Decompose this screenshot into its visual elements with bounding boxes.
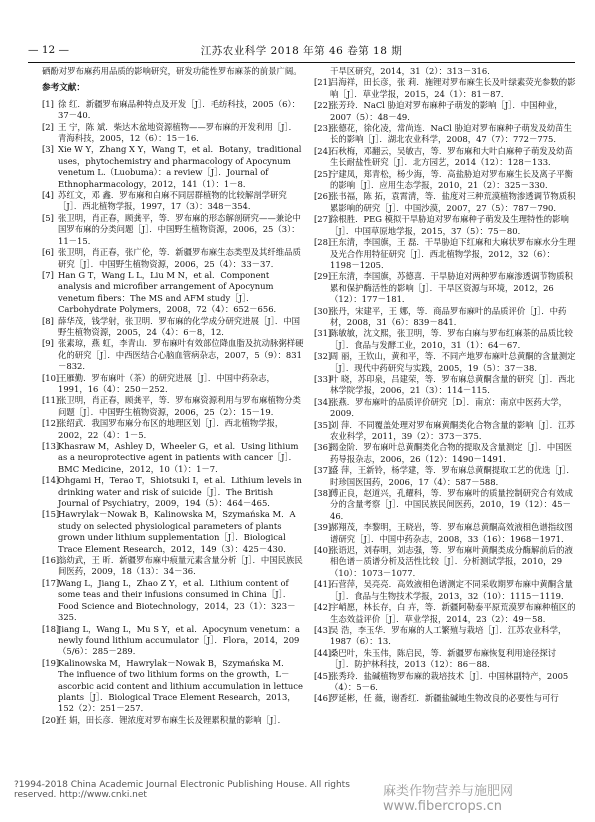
reference-text: 苏红文，邓 鑫．罗布麻和白麻不同居群植物的比较解剖学研究［J］．西北植物学报，1997，17（3）：348－354． — [58, 190, 287, 212]
reference-number: [33] — [314, 373, 332, 384]
reference-number: [39] — [314, 522, 332, 533]
reference-text: Xie W Y，Zhang X Y，Wang T，et al．Botany，traditional uses，phytochemistry and pharmacology of Apocynum venetum L.（Luobuma）：a review［J］．Journal of Ethnopharmacology，2012，141（1）：1－8． — [58, 144, 302, 189]
reference-number: [16] — [42, 555, 60, 566]
reference-number: [17] — [42, 577, 60, 588]
reference-number: [45] — [314, 670, 332, 681]
reference-item — [314, 306, 576, 329]
reference-number: [13] — [42, 441, 60, 451]
reference-number: [15] — [42, 509, 60, 520]
reference-text: 吕海祥，田长彦，张 莉．施锂对罗布麻生长及叶绿素荧光参数的影响［J］．草业学报，2015，24（1）：81－87． — [330, 77, 576, 99]
reference-number: [5] — [42, 212, 54, 223]
reference-text: 桑巴叶，朱玉伟，陈启民，等．新疆罗布麻恢复利用途径探讨［J］．防护林科技，2013（12）：86－88． — [330, 647, 557, 670]
reference-number: [18] — [42, 623, 60, 634]
reference-text: 张丹，宋建平，王 娜，等．商品罗布麻叶的品质评价［J］．中药材，2008，31（6）：839－841． — [330, 305, 567, 327]
reference-item — [314, 77, 576, 100]
reference-number: [24] — [314, 145, 332, 156]
reference-item — [314, 374, 576, 397]
reference-number: [35] — [314, 419, 332, 430]
reference-text: 揭金阶．罗布麻叶总黄酮类化合物的提取及含量测定［J］．中国医药导报杂志，2006，26（12）：1490－1491． — [330, 442, 573, 464]
reference-item — [314, 625, 576, 648]
page-footer — [14, 780, 581, 814]
reference-text: 石秋梅，邓翻云，吴敏吉，等．罗布麻和大叶白麻种子萌发及幼苗生长耐盐性研究［J］．北方园艺，2014（12）：128－133． — [330, 145, 573, 168]
page-number: — 12 — — [28, 44, 70, 56]
reference-text: 张卫明，肖正春，张广伦，等．新疆罗布麻生态类型及其纤维品质研究［J］．中国野生植物资源，2006，25（4）：33－37． — [58, 247, 301, 269]
reference-item — [314, 237, 576, 271]
reference-text: 王东清，李国旗，苏德喜．干旱胁迫对两种罗布麻渗透调节物质积累和保护酶活性的影响［J］．干旱区资源与环境，2012，26（12）：177－181． — [330, 271, 573, 305]
reference-text: 张绍武．我国罗布麻分布区的地理区划［J］．西北植物学报，2002，22（4）：1－5． — [58, 418, 284, 440]
reference-item — [42, 418, 304, 441]
reference-number: [2] — [42, 121, 54, 132]
reference-text: 张卫明，肖正春，顾龚平，等．罗布麻资源利用与罗布麻植物分类问题［J］．中国野生植物资源，2006，25（2）：15－19． — [58, 395, 301, 417]
reference-text: 吴 浩，李玉华．罗布麻的人工繁殖与栽培［J］．江苏农业科学，1987（6）：13． — [330, 624, 567, 647]
reference-text: 张书福，陈 拓，袁霄清，等．盐度对三种荒漠植物渗透调节物质积累影响的研究［J］．中国沙漠，2007，27（5）：787－790． — [330, 191, 576, 213]
reference-item — [42, 122, 304, 145]
reference-text: 宁建凤，郑青松，杨少海，等．高盐胁迫对罗布麻生长及离子平衡的影响［J］．应用生态学报，2010，21（2）：325－330． — [330, 168, 573, 191]
reference-text: 盛 萍，王新铃，杨学建，等．罗布麻总黄酮提取工艺的优选［J］．时珍国医国药，2006，17（4）：587－588． — [330, 465, 575, 487]
reference-list-left — [42, 99, 304, 726]
reference-number: [11] — [42, 395, 60, 406]
reference-item — [42, 338, 304, 372]
reference-text: 罗延彬，任 薇，谢香红．新疆盐碱地生物改良的必要性与可行 — [330, 693, 559, 704]
watermark-text: 麻类作物营养与施肥网 www.fibercrops.cn — [382, 784, 513, 814]
reference-item — [314, 328, 576, 351]
reference-number: [34] — [314, 396, 332, 407]
reference-item — [314, 442, 576, 465]
reference-text: 王 宁，陈 斌．柴达木盆地资源植物——罗布麻的开发利用［J］．青海科技，2005，12（6）：15－16． — [58, 121, 297, 144]
reference-item — [42, 316, 304, 339]
reference-item — [314, 397, 576, 420]
reference-item — [314, 522, 576, 545]
reference-number: [26] — [314, 191, 332, 202]
reference-item — [314, 420, 576, 443]
reference-item — [314, 351, 576, 374]
reference-number: [9] — [42, 338, 54, 349]
reference-item — [42, 555, 304, 578]
reference-text: Han G T，Wang L L，Liu M N，et al．Component analysis and microfiber arrangement of Apocynum venetum fibers：The MS and AFM study［J］．Carbohydrate Polymers，2008，72（4）：652－656． — [58, 269, 282, 315]
reference-number: [21] — [314, 77, 332, 88]
reference-item — [42, 144, 304, 190]
reference-item — [314, 169, 576, 192]
reference-number: [10] — [42, 372, 60, 383]
reference-number: [42] — [314, 602, 332, 613]
reference-item — [314, 146, 576, 169]
reference-text: 张秀玲．盐碱植物罗布麻的栽培技术［J］．中国林副特产，2005（4）：5－6． — [330, 670, 569, 692]
reference-number: [40] — [314, 545, 332, 556]
reference-number: [22] — [314, 100, 332, 111]
reference-item — [42, 624, 304, 658]
reference-item — [42, 190, 304, 213]
reference-item — [42, 441, 304, 475]
reference-text: 张语迟，刘春明，刘志强，等．罗布麻叶黄酮类成分酶解前后的液相色谱－质谱分析及活性比较［J］．分析测试学报，2010，29（10）：1073－1077． — [330, 545, 573, 578]
reference-number: [6] — [42, 247, 54, 258]
reference-item — [314, 671, 576, 694]
reference-item — [314, 191, 576, 214]
reference-number: [38] — [314, 488, 332, 499]
reference-item — [314, 488, 576, 522]
right-column — [314, 66, 576, 705]
reference-item — [42, 658, 304, 715]
reference-text: 张素琼，燕 虹，李青山．罗布麻叶有效部位降血脂及抗动脉粥样硬化的研究［J］．中西医结合心脑血管病杂志，2007，5（9）：831－832． — [58, 338, 304, 372]
reference-text: 王东清，李国旗，王 磊．干旱胁迫下红麻和大麻状罗布麻水分生理及光合作用特征研究［J］．西北植物学报，2012，32（6）：1198－1205． — [330, 237, 576, 270]
reference-number: [1] — [42, 98, 54, 109]
references-heading: 参考文献： — [42, 83, 85, 94]
reference-number: [29] — [314, 271, 332, 282]
reference-item — [314, 545, 576, 579]
reference-text: 张德花，徐化凌，常尚连．NaCl 胁迫对罗布麻种子萌发及幼苗生长的影响［J］．湖北农业科学，2008，47（7）：772－775． — [330, 123, 572, 145]
reference-text: 陈敏敏，沈文熙，张卫明，等．罗布白麻与罗布红麻茶的品质比较［J］．食品与发酵工业，2010，31（1）：64－67． — [330, 328, 573, 350]
journal-title: 江苏农业科学 2018 年第 46 卷第 18 期 — [200, 44, 403, 57]
reference-number: [4] — [42, 190, 54, 201]
reference-text: Hawrylak－Nowak B，Kalinowska M，Szymańska M．A study on selected physiological parameters of plants grown under lithium supplementation［J］．Biological Trace Element Research，2012，149（3）：425－430． — [58, 509, 296, 554]
reference-text: 翁幼武，王 昕．新疆罗布麻中痕量元素含量分析［J］．中国民族民间医药，2009，18（13）：34－36． — [58, 555, 303, 577]
reference-text: Wang L，Jiang L，Zhao Z Y，et al．Lithium content of some teas and their infusions consumed in China［J］．Food Science and Biotechnology，2014，23（1）：323－325． — [58, 577, 296, 623]
reference-item — [42, 270, 304, 316]
reference-text: 张芳玲．NaCl 胁迫对罗布麻种子萌发的影响［J］．中国种业，2007（5）：48－49． — [330, 100, 563, 122]
reference-number: [7] — [42, 269, 54, 280]
reference-text: 任 娟，田长彦．锂浓度对罗布麻生长及锂累积量的影响［J］． — [58, 714, 286, 725]
copyright-line: ?1994-2018 China Academic Journal Electronic Publishing House. All rights reserved. http://www.cnki.net — [14, 780, 350, 800]
left-column — [42, 66, 304, 726]
reference-number: [28] — [314, 237, 332, 248]
reference-item — [42, 99, 304, 122]
reference-text: 张卫明，肖正春，顾龚平，等．罗布麻的形态解剖研究——兼论中国罗布麻的分类问题［J］．中国野生植物资源，2006，25（3）：11－15． — [58, 212, 301, 246]
reference-number: [43] — [314, 624, 332, 635]
reference-number: [46] — [314, 693, 332, 704]
header-rule — [28, 62, 575, 63]
reference-number: [25] — [314, 168, 332, 179]
reference-item — [42, 247, 304, 270]
reference-text: Ohgami H，Terao T，Shiotsuki I，et al．Lithium levels in drinking water and risk of suicide［J］．The British Journal of Psychiatry，2009，194（5）：464－465． — [58, 475, 302, 509]
reference-item — [314, 66, 576, 77]
reference-list-right — [314, 66, 576, 705]
intro-paragraph: 硒酚对罗布麻药用品质的影响研究，研发功能性罗布麻茶的前景广阔。 — [42, 66, 302, 76]
reference-number: [20] — [42, 714, 60, 725]
reference-item — [42, 475, 304, 509]
reference-item — [314, 579, 576, 602]
reference-number: [36] — [314, 442, 332, 453]
reference-number: [3] — [42, 144, 54, 155]
reference-number: [8] — [42, 315, 54, 326]
reference-item — [42, 395, 304, 418]
reference-number: [44] — [314, 647, 332, 658]
reference-text: 叶 晓，苏印泉，吕建荣，等．罗布麻总黄酮含量的研究［J］．西北林学院学报，2006，21（3）：114－115． — [330, 373, 575, 396]
reference-number: [27] — [314, 214, 332, 225]
page-header — [28, 40, 575, 60]
reference-item — [314, 271, 576, 305]
reference-text: 徐 红．新疆罗布麻品种特点及开发［J］．毛纺科技，2005（6）：37－40． — [58, 98, 301, 121]
reference-text: 傅正良，赵道兴，孔耀科，等．罗布麻叶的质量控制研究合有效成分的含量考察［J］．中国民族民间医药，2010，19（12）：45－46． — [330, 488, 573, 521]
reference-text: 刘 萍．不同覆盖处理对罗布麻黄酮类化合物含量的影响［J］．江苏农业科学，2011，39（2）：373－375． — [330, 419, 575, 441]
reference-number: [14] — [42, 475, 60, 486]
reference-item — [314, 648, 576, 671]
reference-text: Kalinowska M，Hawrylak－Nowak B，Szymańska M．The influence of two lithium forms on the growth，L－ascorbic acid content and lithium accumulation in lettuce plants［J］．Biological Trace Element Research，2013，152（2）：251－257． — [58, 657, 303, 714]
reference-number: [12] — [42, 418, 60, 429]
reference-item — [314, 100, 576, 123]
reference-item — [314, 602, 576, 625]
reference-text: 石营萍，吴亮亮．高效液相色谱测定不同采收期罗布麻中黄酮含量［J］．食品与生物技术学报，2013，32（10）：1115－1119． — [330, 579, 573, 601]
reference-text: 王雁勤．罗布麻叶（茶）的研究进展［J］．中国中药杂志，1991，16（4）：250－252． — [58, 372, 275, 394]
reference-item — [42, 509, 304, 555]
reference-item — [314, 465, 576, 488]
reference-number: [31] — [314, 328, 332, 339]
reference-item — [314, 123, 576, 146]
reference-number: [19] — [42, 657, 60, 668]
reference-number: [30] — [314, 305, 332, 316]
reference-text: 干旱区研究，2014，31（2）：313－316． — [330, 66, 496, 76]
reference-text: 张燕．罗布麻叶的品质评价研究［D］．南京：南京中医药大学，2009． — [330, 396, 568, 419]
reference-text: 薛华茂，钱学射，张卫明．罗布麻的化学成分研究进展［J］．中国野生植物资源，2005，24（4）：6－8，12． — [58, 315, 301, 337]
reference-text: Khasraw M，Ashley D，Wheeler G，et al．Using lithium as a neuroprotective agent in patients with cancer［J］．BMC Medicine，2012，10（1）：1－7． — [58, 441, 299, 474]
reference-text: 周 丽，王钦山，黄和平，等．不同产地罗布麻叶总黄酮的含量测定［J］．现代中药研究与实践，2005，19（5）：37－38． — [330, 351, 576, 373]
reference-text: Jiang L，Wang L，Mu S Y，et al．Apocynum venetum：a newly found lithium accumulator［J］．Flora，2014，209（5/6）：285－289． — [58, 623, 300, 657]
reference-text: 徐根胜．PEG 模拟干旱胁迫对罗布麻种子萌发及生理特性的影响［J］．中国草原地学报，2015，37（5）：75－80． — [330, 214, 569, 236]
reference-text: 郝翔茂，李黎明，王晓岩，等．罗布麻总黄酮高效液相色谱指纹图谱研究［J］．中国中药杂志，2008，33（16）：1968－1971． — [330, 522, 573, 544]
reference-number: [23] — [314, 123, 332, 134]
reference-number: [32] — [314, 351, 332, 362]
reference-item — [42, 373, 304, 396]
reference-item — [42, 213, 304, 247]
reference-number: [37] — [314, 465, 332, 476]
reference-item — [42, 715, 304, 726]
reference-item — [314, 214, 576, 237]
reference-text: 宇峭愿，林长存，白 卉，等．新疆阿勒泰平原荒漠罗布麻种植区的生态效益评价［J］．草业学报，2014，23（2）：49－58． — [330, 602, 576, 624]
reference-item — [42, 578, 304, 624]
reference-number: [41] — [314, 579, 332, 590]
reference-item — [314, 693, 576, 704]
